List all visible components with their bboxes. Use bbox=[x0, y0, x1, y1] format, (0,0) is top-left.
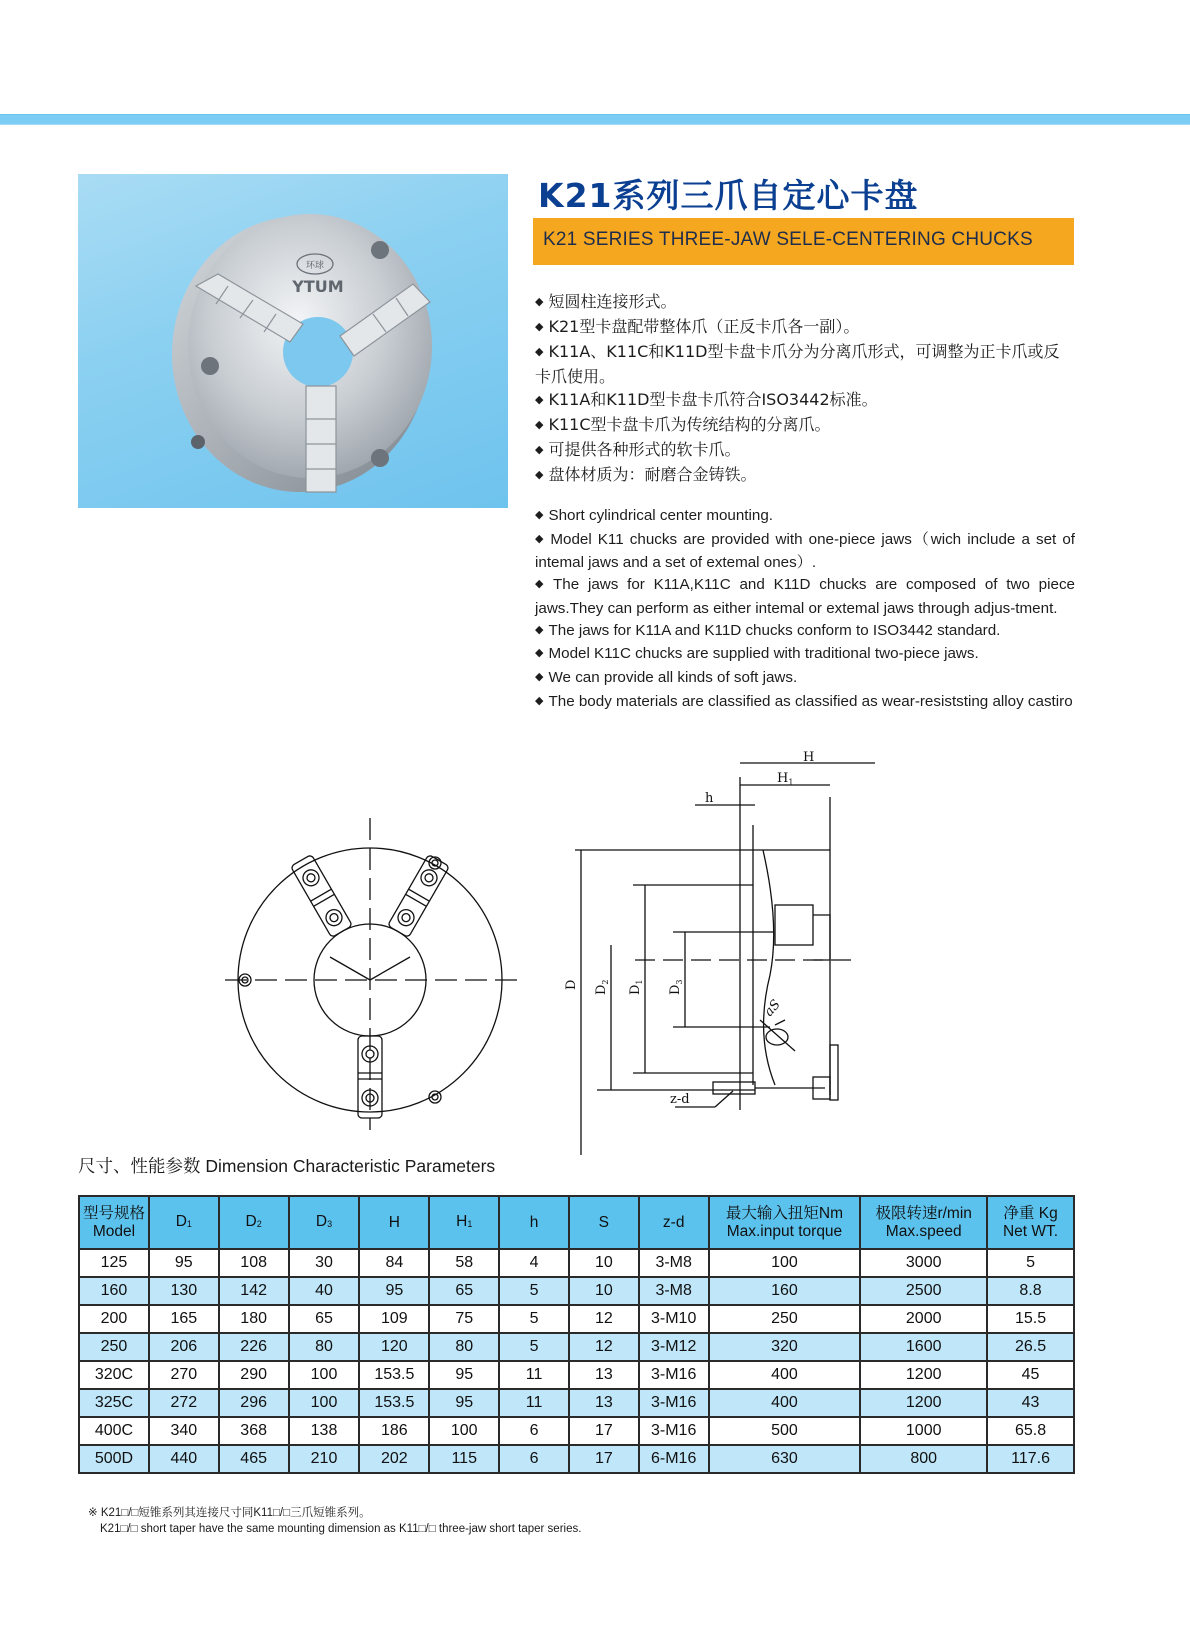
mount-hole bbox=[371, 241, 389, 259]
model-cell: 125 bbox=[79, 1249, 149, 1277]
value-cell: 75 bbox=[429, 1305, 499, 1333]
column-header bbox=[499, 1196, 569, 1249]
value-cell: 180 bbox=[219, 1305, 289, 1333]
value-cell: 3-M10 bbox=[639, 1305, 709, 1333]
params-title: 尺寸、性能参数 Dimension Characteristic Parameters bbox=[78, 1156, 496, 1176]
header-cn: 净重 Kg bbox=[1003, 1204, 1058, 1222]
brand-name: YTUM bbox=[292, 277, 344, 296]
value-cell: 270 bbox=[149, 1361, 219, 1389]
spec-table bbox=[78, 1195, 1075, 1474]
value-cell: 3000 bbox=[860, 1249, 987, 1277]
bullet-icon: ◆ bbox=[535, 418, 544, 431]
model-cell: 500D bbox=[79, 1445, 149, 1473]
feature-cn-item: ◆ 盘体材质为：耐磨合金铸铁。 bbox=[535, 465, 757, 484]
value-cell: 320 bbox=[709, 1333, 861, 1361]
value-cell: 272 bbox=[149, 1389, 219, 1417]
model-cell: 160 bbox=[79, 1277, 149, 1305]
bullet-icon: ◆ bbox=[535, 295, 544, 308]
value-cell: 10 bbox=[569, 1277, 639, 1305]
column-header bbox=[569, 1196, 639, 1249]
label-D: D bbox=[564, 979, 579, 990]
value-cell: 226 bbox=[219, 1333, 289, 1361]
header-subscript: 3 bbox=[327, 1219, 333, 1229]
value-cell: 8.8 bbox=[987, 1277, 1074, 1305]
value-cell: 210 bbox=[289, 1445, 360, 1473]
header-symbol: H bbox=[456, 1213, 468, 1230]
table-row bbox=[79, 1333, 1074, 1361]
model-cell: 200 bbox=[79, 1305, 149, 1333]
page-subtitle: K21 SERIES THREE-JAW SELE-CENTERING CHUCKS bbox=[543, 229, 1033, 250]
value-cell: 500 bbox=[709, 1417, 861, 1445]
feature-en-item: ◆ We can provide all kinds of soft jaws. bbox=[535, 668, 798, 686]
value-cell: 117.6 bbox=[987, 1445, 1074, 1473]
label-D1: $D_1$ bbox=[628, 979, 644, 995]
value-cell: 65.8 bbox=[987, 1417, 1074, 1445]
value-cell: 160 bbox=[709, 1277, 861, 1305]
footnote-cn: ※ K21□/□短锥系列其连接尺寸同K11□/□三爪短锥系列。 bbox=[88, 1507, 371, 1519]
mount-hole bbox=[201, 357, 219, 375]
feature-en-item: ◆ The jaws for K11A,K11C and K11D chucks are composed of two piece jaws.They can perform as either intemal or extemal jaws through adjus-tment. bbox=[535, 576, 1075, 617]
model-cell: 320C bbox=[79, 1361, 149, 1389]
value-cell: 6 bbox=[499, 1445, 569, 1473]
value-cell: 4 bbox=[499, 1249, 569, 1277]
table-row bbox=[79, 1361, 1074, 1389]
value-cell: 26.5 bbox=[987, 1333, 1074, 1361]
label-zd: z-d bbox=[670, 1092, 690, 1107]
value-cell: 80 bbox=[429, 1333, 499, 1361]
value-cell: 15.5 bbox=[987, 1305, 1074, 1333]
column-header bbox=[987, 1196, 1074, 1249]
value-cell: 186 bbox=[359, 1417, 429, 1445]
page-title: K21系列三爪自定心卡盘 bbox=[538, 176, 919, 215]
value-cell: 100 bbox=[429, 1417, 499, 1445]
jaw-bottom bbox=[306, 386, 336, 492]
value-cell: 58 bbox=[429, 1249, 499, 1277]
bullet-icon: ◆ bbox=[535, 443, 544, 456]
brand-cn: 环球 bbox=[305, 261, 325, 271]
table-row bbox=[79, 1249, 1074, 1277]
label-h: h bbox=[705, 791, 714, 806]
value-cell: 340 bbox=[149, 1417, 219, 1445]
footnote-en: K21□/□ short taper have the same mounting dimension as K11□/□ three-jaw short taper series. bbox=[100, 1523, 582, 1535]
header-subscript: 1 bbox=[467, 1219, 473, 1229]
value-cell: 108 bbox=[219, 1249, 289, 1277]
bullet-icon: ◆ bbox=[535, 647, 544, 660]
header-symbol: D bbox=[245, 1213, 257, 1230]
value-cell: 3-M8 bbox=[639, 1249, 709, 1277]
section-curve bbox=[763, 850, 775, 1085]
feature-en-item: ◆ Model K11C chucks are supplied with traditional two-piece jaws. bbox=[535, 645, 979, 663]
front-view-drawing bbox=[225, 830, 545, 1130]
value-cell: 153.5 bbox=[359, 1361, 429, 1389]
feature-cn-item: ◆ 可提供各种形式的软卡爪。 bbox=[535, 440, 741, 459]
feature-cn-item: ◆ K11A和K11D型卡盘卡爪符合ISO3442标准。 bbox=[535, 390, 878, 409]
value-cell: 17 bbox=[569, 1445, 639, 1473]
value-cell: 5 bbox=[499, 1277, 569, 1305]
bullet-icon: ◆ bbox=[535, 320, 544, 333]
model-cell: 400C bbox=[79, 1417, 149, 1445]
value-cell: 40 bbox=[289, 1277, 360, 1305]
feature-cn-item: ◆ K11C型卡盘卡爪为传统结构的分离爪。 bbox=[535, 415, 831, 434]
header-symbol: z-d bbox=[662, 1213, 685, 1231]
value-cell: 13 bbox=[569, 1361, 639, 1389]
features-cn bbox=[535, 290, 1075, 488]
table-row bbox=[79, 1277, 1074, 1305]
header-symbol: h bbox=[529, 1213, 539, 1231]
table-row bbox=[79, 1445, 1074, 1473]
value-cell: 13 bbox=[569, 1389, 639, 1417]
value-cell: 3-M16 bbox=[639, 1417, 709, 1445]
jaw-right-drawing bbox=[291, 854, 353, 937]
side-view-drawing bbox=[564, 750, 875, 1155]
model-cell: 250 bbox=[79, 1333, 149, 1361]
header-en: Net WT. bbox=[1002, 1222, 1059, 1240]
header-symbol: D bbox=[315, 1213, 328, 1230]
value-cell: 120 bbox=[359, 1333, 429, 1361]
value-cell: 3-M16 bbox=[639, 1361, 709, 1389]
header-cn: 极限转速r/min bbox=[875, 1204, 972, 1222]
value-cell: 11 bbox=[499, 1361, 569, 1389]
column-header bbox=[219, 1196, 289, 1249]
value-cell: 368 bbox=[219, 1417, 289, 1445]
product-photo bbox=[78, 174, 508, 508]
model-cell: 325C bbox=[79, 1389, 149, 1417]
bullet-icon: ◆ bbox=[535, 393, 544, 406]
side-hole bbox=[191, 435, 205, 449]
chuck-illustration bbox=[78, 174, 508, 508]
header-band bbox=[0, 114, 1190, 125]
header-symbol: H bbox=[388, 1213, 400, 1231]
value-cell: 1200 bbox=[860, 1389, 987, 1417]
value-cell: 1600 bbox=[860, 1333, 987, 1361]
bullet-icon: ◆ bbox=[535, 345, 544, 358]
feature-en-item: ◆ The jaws for K11A and K11D chucks conform to ISO3442 standard. bbox=[535, 621, 1001, 639]
header-en: Model bbox=[92, 1222, 136, 1240]
jaw-axis bbox=[330, 957, 370, 980]
value-cell: 65 bbox=[429, 1277, 499, 1305]
header-cn: 最大输入扭矩Nm bbox=[725, 1204, 843, 1222]
value-cell: 465 bbox=[219, 1445, 289, 1473]
table-header-row bbox=[79, 1196, 1074, 1249]
value-cell: 138 bbox=[289, 1417, 360, 1445]
label-D2: $D_2$ bbox=[594, 979, 610, 995]
value-cell: 6-M16 bbox=[639, 1445, 709, 1473]
bullet-icon: ◆ bbox=[535, 509, 544, 521]
header-subscript: 1 bbox=[186, 1219, 192, 1229]
label-H1: $H_1$ bbox=[777, 771, 794, 787]
header-cn: 型号规格 bbox=[82, 1204, 145, 1222]
mount-hole bbox=[371, 449, 389, 467]
jaw-axis bbox=[370, 957, 410, 980]
value-cell: 65 bbox=[289, 1305, 360, 1333]
value-cell: 142 bbox=[219, 1277, 289, 1305]
value-cell: 10 bbox=[569, 1249, 639, 1277]
value-cell: 95 bbox=[359, 1277, 429, 1305]
value-cell: 2000 bbox=[860, 1305, 987, 1333]
column-header bbox=[639, 1196, 709, 1249]
header-symbol: D bbox=[175, 1213, 187, 1230]
bullet-icon: ◆ bbox=[535, 670, 544, 683]
label-H: H bbox=[803, 750, 815, 765]
value-cell: 95 bbox=[149, 1249, 219, 1277]
bullet-icon: ◆ bbox=[535, 623, 544, 636]
value-cell: 250 bbox=[709, 1305, 861, 1333]
label-D3: $D_3$ bbox=[668, 979, 684, 995]
value-cell: 130 bbox=[149, 1277, 219, 1305]
column-header bbox=[359, 1196, 429, 1249]
value-cell: 95 bbox=[429, 1361, 499, 1389]
value-cell: 100 bbox=[709, 1249, 861, 1277]
value-cell: 1200 bbox=[860, 1361, 987, 1389]
value-cell: 3-M8 bbox=[639, 1277, 709, 1305]
bullet-icon: ◆ bbox=[535, 468, 544, 481]
bullet-icon: ◆ bbox=[535, 694, 544, 707]
bullet-icon: ◆ bbox=[535, 578, 549, 591]
column-header bbox=[79, 1196, 149, 1249]
header-symbol: S bbox=[598, 1213, 610, 1231]
feature-en-item: ◆ Model K11 chucks are provided with one-piece jaws（wich include a set of intemal jaws and a set of extemal ones）. bbox=[535, 530, 1075, 572]
value-cell: 12 bbox=[569, 1305, 639, 1333]
value-cell: 800 bbox=[860, 1445, 987, 1473]
value-cell: 43 bbox=[987, 1389, 1074, 1417]
value-cell: 30 bbox=[289, 1249, 360, 1277]
value-cell: 400 bbox=[709, 1361, 861, 1389]
feature-cn-item: ◆ K11A、K11C和K11D型卡盘卡爪分为分离爪形式，可调整为正卡爪或反卡爪使用。 bbox=[535, 342, 1060, 386]
value-cell: 5 bbox=[499, 1333, 569, 1361]
feature-cn-item: ◆ K21型卡盘配带整体爪（正反卡爪各一副）。 bbox=[535, 317, 860, 336]
feature-en-item: ◆ Short cylindrical center mounting. bbox=[535, 507, 774, 524]
value-cell: 11 bbox=[499, 1389, 569, 1417]
header-en: Max.input torque bbox=[726, 1222, 843, 1240]
value-cell: 115 bbox=[429, 1445, 499, 1473]
value-cell: 153.5 bbox=[359, 1389, 429, 1417]
value-cell: 12 bbox=[569, 1333, 639, 1361]
feature-cn-item: ◆ 短圆柱连接形式。 bbox=[535, 292, 677, 311]
value-cell: 45 bbox=[987, 1361, 1074, 1389]
value-cell: 290 bbox=[219, 1361, 289, 1389]
column-header bbox=[709, 1196, 861, 1249]
feature-en-item: ◆ The body materials are classified as classified as wear-resiststing alloy castiro bbox=[535, 692, 1073, 710]
table-row bbox=[79, 1417, 1074, 1445]
value-cell: 100 bbox=[289, 1361, 360, 1389]
value-cell: 6 bbox=[499, 1417, 569, 1445]
table-row bbox=[79, 1389, 1074, 1417]
column-header bbox=[860, 1196, 987, 1249]
value-cell: 5 bbox=[987, 1249, 1074, 1277]
features-en bbox=[535, 505, 1075, 714]
bullet-icon: ◆ bbox=[535, 532, 546, 545]
column-header bbox=[429, 1196, 499, 1249]
value-cell: 84 bbox=[359, 1249, 429, 1277]
value-cell: 400 bbox=[709, 1389, 861, 1417]
value-cell: 202 bbox=[359, 1445, 429, 1473]
value-cell: 80 bbox=[289, 1333, 360, 1361]
value-cell: 3-M12 bbox=[639, 1333, 709, 1361]
value-cell: 17 bbox=[569, 1417, 639, 1445]
header-en: Max.speed bbox=[885, 1222, 962, 1240]
value-cell: 2500 bbox=[860, 1277, 987, 1305]
header-subscript: 2 bbox=[256, 1219, 262, 1229]
value-cell: 440 bbox=[149, 1445, 219, 1473]
value-cell: 206 bbox=[149, 1333, 219, 1361]
value-cell: 296 bbox=[219, 1389, 289, 1417]
value-cell: 5 bbox=[499, 1305, 569, 1333]
value-cell: 630 bbox=[709, 1445, 861, 1473]
footnote bbox=[88, 1505, 581, 1537]
column-header bbox=[289, 1196, 360, 1249]
value-cell: 95 bbox=[429, 1389, 499, 1417]
table-row bbox=[79, 1305, 1074, 1333]
table-body bbox=[79, 1249, 1074, 1473]
value-cell: 109 bbox=[359, 1305, 429, 1333]
subtitle-bar bbox=[533, 218, 1074, 265]
value-cell: 3-M16 bbox=[639, 1389, 709, 1417]
column-header bbox=[149, 1196, 219, 1249]
value-cell: 1000 bbox=[860, 1417, 987, 1445]
value-cell: 100 bbox=[289, 1389, 360, 1417]
value-cell: 165 bbox=[149, 1305, 219, 1333]
label-aS: aS bbox=[761, 997, 784, 1020]
